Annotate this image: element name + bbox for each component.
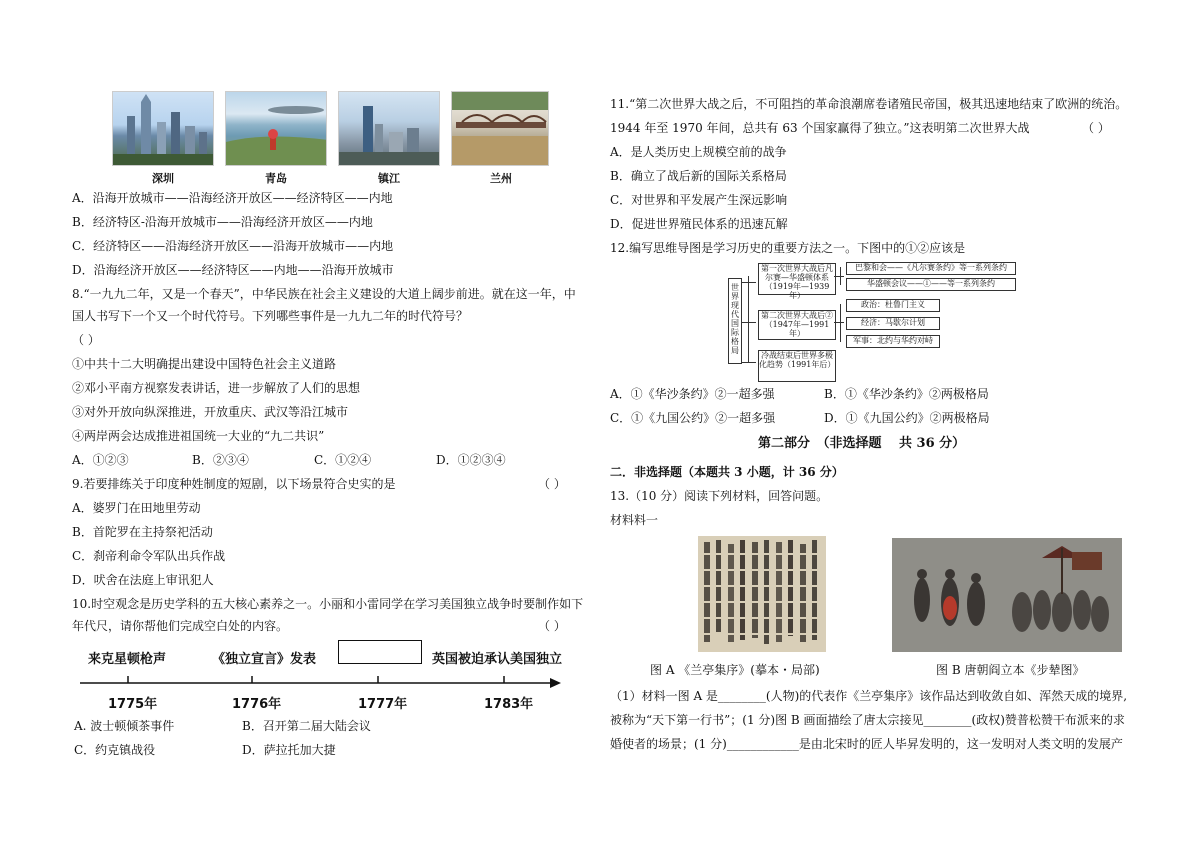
photo-caption-lanzhou: 兰州 — [490, 172, 512, 185]
figure-b-caption: 图 B 唐朝阎立本《步辇图》 — [936, 663, 1085, 677]
q10-stem: 10.时空观念是历史学科的五大核心素养之一。小丽和小雷同学在学习美国独立战争时要制作如下 — [72, 597, 584, 611]
mindmap-military: 军事：北约与华约对峙 — [846, 335, 940, 348]
timeline-year-1777: 1777年 — [358, 697, 408, 712]
material-1-label: 材料料一 — [610, 513, 659, 527]
timeline-blank-box[interactable] — [338, 640, 422, 664]
q12-option-c[interactable]: C．①《九国公约》②一超多强 — [610, 411, 776, 425]
photo-caption-shenzhen: 深圳 — [152, 172, 174, 185]
q9-option-b[interactable]: B．首陀罗在主持祭祀活动 — [72, 525, 213, 539]
lanting-calligraphy-image — [698, 536, 826, 652]
q9-option-a[interactable]: A．婆罗门在田地里劳动 — [72, 501, 201, 515]
timeline-year-1775: 1775年 — [108, 697, 158, 712]
q11-option-b[interactable]: B．确立了战后新的国际关系格局 — [610, 169, 787, 183]
q10-answer-bracket[interactable]: （ ） — [538, 619, 566, 633]
mindmap-politics: 政治：杜鲁门主义 — [846, 299, 940, 312]
mindmap-node-post-ww2: 第二次世界大战后②（1947年—1991年） — [758, 310, 836, 340]
qingdao-photo — [225, 91, 327, 166]
q8-item-3: ③对外开放向纵深推进，开放重庆、武汉等沿江城市 — [72, 405, 349, 419]
q8-item-4: ④两岸两会达成推进祖国统一大业的“九二共识” — [72, 429, 325, 443]
mindmap-economy: 经济：马歇尔计划 — [846, 317, 940, 330]
q10-option-c[interactable]: C．约克镇战役 — [74, 743, 156, 757]
figure-a-caption: 图 A 《兰亭集序》(摹本・局部) — [650, 663, 820, 677]
timeline-event-1783: 英国被迫承认美国独立 — [432, 652, 563, 667]
q12-stem: 12.编写思维导图是学习历史的重要方法之一。下图中的①②应该是 — [610, 241, 966, 255]
timeline-axis — [80, 676, 562, 690]
q12-option-b[interactable]: B．①《华沙条约》②两极格局 — [824, 387, 989, 401]
q8-option-c[interactable]: C．①②④ — [314, 453, 372, 467]
q8-stem-cont: 国人书写下一个又一个时代符号。下列哪些事件是一九九二年的时代符号？ — [72, 309, 469, 323]
q11-stem-cont: 1944 年至 1970 年间，总共有 63 个国家赢得了独立。”这表明第二次世界大战 — [610, 121, 1030, 135]
photo-caption-qingdao: 青岛 — [265, 172, 287, 185]
lanzhou-photo — [451, 91, 549, 166]
q8-item-2: ②邓小平南方视察发表讲话，进一步解放了人们的思想 — [72, 381, 361, 395]
q7-option-d[interactable]: D．沿海经济开放区——经济特区——内地——沿海开放城市 — [72, 263, 394, 277]
q7-option-a[interactable]: A．沿海开放城市——沿海经济开放区——经济特区——内地 — [72, 191, 393, 205]
timeline-year-1776: 1776年 — [232, 697, 282, 712]
section2-heading: 二．非选择题（本题共 3 小题，计 36 分） — [610, 465, 844, 479]
q12-option-a[interactable]: A．①《华沙条约》②一超多强 — [610, 387, 775, 401]
q13-part1-line2: 被称为“天下第一行书”；(1 分)图 B 画面描绘了唐太宗接见________(政权)赞普松赞干布派来的求 — [610, 713, 1125, 727]
q11-answer-bracket[interactable]: （ ） — [1082, 121, 1110, 135]
q8-answer-bracket[interactable]: （ ） — [72, 333, 100, 347]
q8-option-a[interactable]: A．①②③ — [72, 453, 129, 467]
mindmap-washington-conference[interactable]: 华盛顿会议——①——等一系列条约 — [846, 278, 1016, 291]
bunian-painting-image — [892, 538, 1122, 652]
timeline-year-1783: 1783年 — [484, 697, 534, 712]
q8-option-b[interactable]: B．②③④ — [192, 453, 249, 467]
shenzhen-photo — [112, 91, 214, 166]
q8-option-d[interactable]: D．①②③④ — [436, 453, 506, 467]
q9-option-d[interactable]: D．吠舍在法庭上审讯犯人 — [72, 573, 214, 587]
q11-stem: 11.“第二次世界大战之后，不可阻挡的革命浪潮席卷诸殖民帝国，极其迅速地结束了欧洲的统治。 — [610, 97, 1128, 111]
q11-option-d[interactable]: D．促进世界殖民体系的迅速瓦解 — [610, 217, 788, 231]
q13-part1-line3: 婚使者的场景；(1 分)____________是由北宋时的匠人毕昇发明的，这一发明对人类文明的发展产 — [610, 737, 1123, 751]
q13-part1-line1: （1）材料一图 A 是________(人物)的代表作《兰亭集序》该作品达到收敛自如、浑然天成的境界, — [610, 689, 1128, 703]
mindmap-root: 世界现代国际格局 — [728, 278, 742, 364]
mindmap-node-post-cold-war: 冷战结束后世界多极化趋势（1991年后） — [758, 350, 836, 382]
mindmap-node-post-ww1: 第一次世界大战后凡尔赛—华盛顿体系（1919年—1939年） — [758, 263, 836, 295]
q9-stem: 9.若要排练关于印度种姓制度的短剧，以下场景符合史实的是 — [72, 477, 396, 491]
q8-item-1: ①中共十二大明确提出建设中国特色社会主义道路 — [72, 357, 337, 371]
q11-option-c[interactable]: C．对世界和平发展产生深远影响 — [610, 193, 788, 207]
q12-option-d[interactable]: D．①《九国公约》②两极格局 — [824, 411, 990, 425]
part2-title: 第二部分 （非选择题 共 36 分） — [758, 436, 966, 451]
mindmap-paris-conference: 巴黎和会——《凡尔赛条约》等一系列条约 — [846, 262, 1016, 275]
zhenjiang-photo — [338, 91, 440, 166]
q10-stem-cont: 年代尺，请你帮他们完成空白处的内容。 — [72, 619, 289, 633]
q10-option-a[interactable]: A. 波士顿倾茶事件 — [74, 719, 175, 733]
timeline-event-1775: 来克星顿枪声 — [88, 652, 167, 667]
q10-option-d[interactable]: D．萨拉托加大捷 — [242, 743, 336, 757]
q9-option-c[interactable]: C．刹帝利命令军队出兵作战 — [72, 549, 226, 563]
q8-stem: 8.“一九九二年，又是一个春天”，中华民族在社会主义建设的大道上阔步前进。就在这一年，中 — [72, 287, 576, 301]
q10-option-b[interactable]: B．召开第二届大陆会议 — [242, 719, 371, 733]
timeline-event-1776: 《独立宣言》发表 — [212, 652, 317, 667]
photo-caption-zhenjiang: 镇江 — [378, 172, 400, 185]
q7-option-b[interactable]: B．经济特区-沿海开放城市——沿海经济开放区——内地 — [72, 215, 373, 229]
q13-stem: 13.（10 分）阅读下列材料，回答问题。 — [610, 489, 829, 503]
q7-option-c[interactable]: C．经济特区——沿海经济开放区——沿海开放城市——内地 — [72, 239, 394, 253]
q11-option-a[interactable]: A．是人类历史上规模空前的战争 — [610, 145, 787, 159]
q9-answer-bracket[interactable]: （ ） — [538, 477, 566, 491]
